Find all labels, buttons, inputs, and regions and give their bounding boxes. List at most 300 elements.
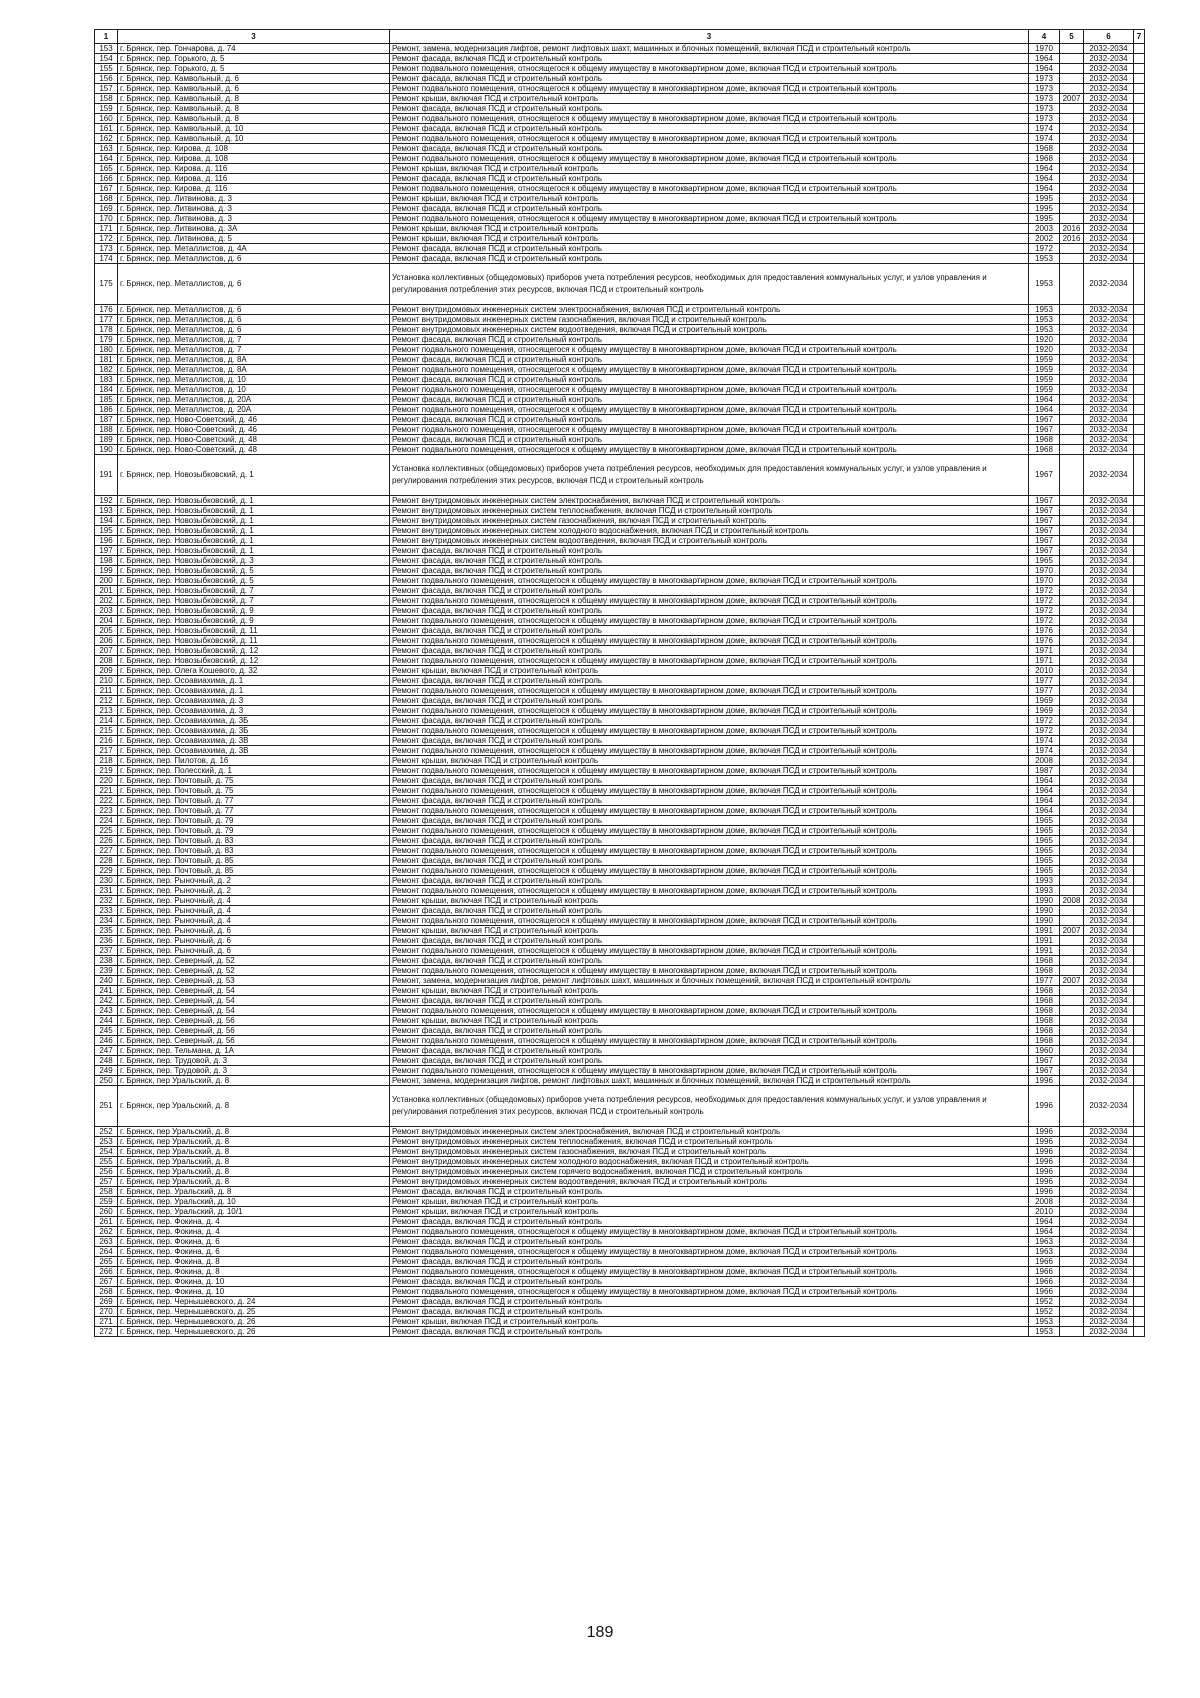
- row-number-cell: 203: [95, 606, 118, 616]
- col-7-cell: [1134, 996, 1145, 1006]
- address-cell: г. Брянск, пер. Осоавиахима, д. 3Б: [118, 716, 390, 726]
- planned-period-cell: 2032-2034: [1084, 345, 1134, 355]
- table-row: [95, 636, 1145, 646]
- work-description-cell: Ремонт подвального помещения, относящегося к общему имуществу в многоквартирном доме, включая ПСД и строительный контроль: [390, 616, 1029, 626]
- table-row: [95, 726, 1145, 736]
- work-description-cell: Ремонт фасада, включая ПСД и строительный контроль: [390, 144, 1029, 154]
- last-repair-year-cell: [1060, 1317, 1084, 1327]
- last-repair-year-cell: [1060, 616, 1084, 626]
- last-repair-year-cell: [1060, 44, 1084, 54]
- table-row: [95, 74, 1145, 84]
- table-row: [95, 64, 1145, 74]
- col-7-cell: [1134, 716, 1145, 726]
- table-row: [95, 375, 1145, 385]
- build-year-cell: 1960: [1029, 1046, 1060, 1056]
- col-7-cell: [1134, 886, 1145, 896]
- planned-period-cell: 2032-2034: [1084, 1006, 1134, 1016]
- col-7-cell: [1134, 826, 1145, 836]
- work-description-cell: Ремонт внутридомовых инженерных систем водоотведения, включая ПСД и строительный контроль: [390, 536, 1029, 546]
- planned-period-cell: 2032-2034: [1084, 506, 1134, 516]
- table-row: [95, 786, 1145, 796]
- work-description-cell: Ремонт фасада, включая ПСД и строительный контроль: [390, 716, 1029, 726]
- row-number-cell: 154: [95, 54, 118, 64]
- col-7-cell: [1134, 224, 1145, 234]
- build-year-cell: 1966: [1029, 1267, 1060, 1277]
- col-7-cell: [1134, 836, 1145, 846]
- planned-period-cell: 2032-2034: [1084, 1227, 1134, 1237]
- address-cell: г. Брянск, пер. Новозыбковский, д. 12: [118, 656, 390, 666]
- last-repair-year-cell: [1060, 636, 1084, 646]
- table-header: [95, 30, 1145, 44]
- table-row: [95, 1056, 1145, 1066]
- work-description-cell: Ремонт подвального помещения, относящегося к общему имуществу в многоквартирном доме, включая ПСД и строительный контроль: [390, 886, 1029, 896]
- header-col-7: 7: [1134, 30, 1145, 44]
- build-year-cell: 1977: [1029, 676, 1060, 686]
- table-row: [95, 676, 1145, 686]
- row-number-cell: 210: [95, 676, 118, 686]
- planned-period-cell: 2032-2034: [1084, 214, 1134, 224]
- planned-period-cell: 2032-2034: [1084, 746, 1134, 756]
- build-year-cell: 1970: [1029, 576, 1060, 586]
- planned-period-cell: 2032-2034: [1084, 886, 1134, 896]
- build-year-cell: 1953: [1029, 1317, 1060, 1327]
- build-year-cell: 1971: [1029, 646, 1060, 656]
- address-cell: г. Брянск, пер. Новозыбковский, д. 3: [118, 556, 390, 566]
- address-cell: г. Брянск, пер Уральский, д. 8: [118, 1177, 390, 1187]
- table-row: [95, 1167, 1145, 1177]
- last-repair-year-cell: [1060, 726, 1084, 736]
- build-year-cell: 1965: [1029, 866, 1060, 876]
- table-row: [95, 445, 1145, 455]
- row-number-cell: 169: [95, 204, 118, 214]
- last-repair-year-cell: [1060, 586, 1084, 596]
- work-description-cell: Ремонт фасада, включая ПСД и строительный контроль: [390, 254, 1029, 264]
- build-year-cell: 1996: [1029, 1167, 1060, 1177]
- row-number-cell: 175: [95, 264, 118, 305]
- row-number-cell: 259: [95, 1197, 118, 1207]
- row-number-cell: 205: [95, 626, 118, 636]
- col-7-cell: [1134, 866, 1145, 876]
- last-repair-year-cell: [1060, 1016, 1084, 1026]
- work-description-cell: Ремонт фасада, включая ПСД и строительный контроль: [390, 606, 1029, 616]
- work-description-cell: Установка коллективных (общедомовых) приборов учета потребления ресурсов, необходимых для предоставления коммунальных услуг, и узлов управления и регулирования потребления этих ресурсов, включая ПСД и строительный контроль: [390, 455, 1029, 496]
- work-description-cell: Ремонт подвального помещения, относящегося к общему имуществу в многоквартирном доме, включая ПСД и строительный контроль: [390, 385, 1029, 395]
- planned-period-cell: 2032-2034: [1084, 1127, 1134, 1137]
- planned-period-cell: 2032-2034: [1084, 355, 1134, 365]
- build-year-cell: 1959: [1029, 365, 1060, 375]
- build-year-cell: 1969: [1029, 696, 1060, 706]
- header-col-6: 6: [1084, 30, 1134, 44]
- address-cell: г. Брянск, пер. Камвольный, д. 8: [118, 104, 390, 114]
- build-year-cell: 1967: [1029, 425, 1060, 435]
- build-year-cell: 1953: [1029, 264, 1060, 305]
- row-number-cell: 218: [95, 756, 118, 766]
- build-year-cell: 1920: [1029, 345, 1060, 355]
- planned-period-cell: 2032-2034: [1084, 335, 1134, 345]
- col-7-cell: [1134, 966, 1145, 976]
- address-cell: г. Брянск, пер. Почтовый, д. 79: [118, 826, 390, 836]
- table-row: [95, 194, 1145, 204]
- planned-period-cell: 2032-2034: [1084, 405, 1134, 415]
- table-row: [95, 546, 1145, 556]
- address-cell: г. Брянск, пер. Чернышевского, д. 24: [118, 1297, 390, 1307]
- address-cell: г. Брянск, пер. Полесский, д. 1: [118, 766, 390, 776]
- last-repair-year-cell: [1060, 686, 1084, 696]
- build-year-cell: 1920: [1029, 335, 1060, 345]
- work-description-cell: Ремонт фасада, включая ПСД и строительный контроль: [390, 435, 1029, 445]
- last-repair-year-cell: [1060, 194, 1084, 204]
- build-year-cell: 1976: [1029, 626, 1060, 636]
- last-repair-year-cell: [1060, 666, 1084, 676]
- planned-period-cell: 2032-2034: [1084, 656, 1134, 666]
- work-description-cell: Ремонт фасада, включая ПСД и строительный контроль: [390, 335, 1029, 345]
- work-description-cell: Ремонт фасада, включая ПСД и строительный контроль: [390, 1217, 1029, 1227]
- row-number-cell: 266: [95, 1267, 118, 1277]
- row-number-cell: 261: [95, 1217, 118, 1227]
- col-7-cell: [1134, 776, 1145, 786]
- address-cell: г. Брянск, пер. Северный, д. 54: [118, 1006, 390, 1016]
- planned-period-cell: 2032-2034: [1084, 636, 1134, 646]
- address-cell: г. Брянск, пер. Металлистов, д. 20А: [118, 405, 390, 415]
- planned-period-cell: 2032-2034: [1084, 786, 1134, 796]
- address-cell: г. Брянск, пер. Металлистов, д. 6: [118, 254, 390, 264]
- last-repair-year-cell: [1060, 1197, 1084, 1207]
- build-year-cell: 1964: [1029, 395, 1060, 405]
- build-year-cell: 1993: [1029, 886, 1060, 896]
- address-cell: г. Брянск, пер. Камвольный, д. 8: [118, 94, 390, 104]
- col-7-cell: [1134, 1267, 1145, 1277]
- work-description-cell: Ремонт подвального помещения, относящегося к общему имуществу в многоквартирном доме, включая ПСД и строительный контроль: [390, 1227, 1029, 1237]
- build-year-cell: 1973: [1029, 104, 1060, 114]
- table-row: [95, 1187, 1145, 1197]
- address-cell: г. Брянск, пер. Металлистов, д. 8А: [118, 365, 390, 375]
- col-7-cell: [1134, 636, 1145, 646]
- repair-schedule-sheet: [94, 29, 1142, 1337]
- last-repair-year-cell: [1060, 556, 1084, 566]
- last-repair-year-cell: [1060, 1217, 1084, 1227]
- row-number-cell: 264: [95, 1247, 118, 1257]
- build-year-cell: 1964: [1029, 64, 1060, 74]
- address-cell: г. Брянск, пер. Новозыбковский, д. 1: [118, 536, 390, 546]
- row-number-cell: 191: [95, 455, 118, 496]
- work-description-cell: Ремонт внутридомовых инженерных систем холодного водоснабжения, включая ПСД и строительный контроль: [390, 526, 1029, 536]
- last-repair-year-cell: [1060, 756, 1084, 766]
- planned-period-cell: 2032-2034: [1084, 1207, 1134, 1217]
- address-cell: г. Брянск, пер. Северный, д. 52: [118, 966, 390, 976]
- work-description-cell: Ремонт подвального помещения, относящегося к общему имуществу в многоквартирном доме, включая ПСД и строительный контроль: [390, 966, 1029, 976]
- address-cell: г. Брянск, пер. Новозыбковский, д. 7: [118, 586, 390, 596]
- last-repair-year-cell: [1060, 766, 1084, 776]
- planned-period-cell: 2032-2034: [1084, 996, 1134, 1006]
- address-cell: г. Брянск, пер. Чернышевского, д. 26: [118, 1327, 390, 1337]
- last-repair-year-cell: [1060, 114, 1084, 124]
- last-repair-year-cell: [1060, 365, 1084, 375]
- col-7-cell: [1134, 435, 1145, 445]
- address-cell: г. Брянск, пер. Рыночный, д. 4: [118, 906, 390, 916]
- header-col-5: 5: [1060, 30, 1084, 44]
- table-row: [95, 1307, 1145, 1317]
- planned-period-cell: 2032-2034: [1084, 706, 1134, 716]
- planned-period-cell: 2032-2034: [1084, 836, 1134, 846]
- build-year-cell: 1972: [1029, 586, 1060, 596]
- last-repair-year-cell: [1060, 214, 1084, 224]
- last-repair-year-cell: [1060, 254, 1084, 264]
- row-number-cell: 181: [95, 355, 118, 365]
- table-row: [95, 776, 1145, 786]
- col-7-cell: [1134, 526, 1145, 536]
- row-number-cell: 245: [95, 1026, 118, 1036]
- row-number-cell: 243: [95, 1006, 118, 1016]
- planned-period-cell: 2032-2034: [1084, 556, 1134, 566]
- address-cell: г. Брянск, пер. Новозыбковский, д. 1: [118, 506, 390, 516]
- address-cell: г. Брянск, пер. Литвинова, д. 3: [118, 214, 390, 224]
- table-row: [95, 606, 1145, 616]
- col-7-cell: [1134, 94, 1145, 104]
- row-number-cell: 162: [95, 134, 118, 144]
- work-description-cell: Ремонт крыши, включая ПСД и строительный контроль: [390, 94, 1029, 104]
- address-cell: г. Брянск, пер. Металлистов, д. 8А: [118, 355, 390, 365]
- address-cell: г. Брянск, пер. Камвольный, д. 6: [118, 84, 390, 94]
- build-year-cell: 1967: [1029, 506, 1060, 516]
- work-description-cell: Ремонт внутридомовых инженерных систем холодного водоснабжения, включая ПСД и строительный контроль: [390, 1157, 1029, 1167]
- address-cell: г. Брянск, пер. Ново-Советский, д. 46: [118, 425, 390, 435]
- work-description-cell: Ремонт фасада, включая ПСД и строительный контроль: [390, 836, 1029, 846]
- build-year-cell: 1968: [1029, 956, 1060, 966]
- table-row: [95, 124, 1145, 134]
- table-row: [95, 1257, 1145, 1267]
- work-description-cell: Ремонт фасада, включая ПСД и строительный контроль: [390, 856, 1029, 866]
- work-description-cell: Ремонт внутридомовых инженерных систем теплоснабжения, включая ПСД и строительный контроль: [390, 1137, 1029, 1147]
- table-row: [95, 756, 1145, 766]
- last-repair-year-cell: [1060, 1187, 1084, 1197]
- row-number-cell: 256: [95, 1167, 118, 1177]
- col-7-cell: [1134, 846, 1145, 856]
- address-cell: г. Брянск, пер. Новозыбковский, д. 1: [118, 546, 390, 556]
- planned-period-cell: 2032-2034: [1084, 54, 1134, 64]
- address-cell: г. Брянск, пер. Северный, д. 52: [118, 956, 390, 966]
- work-description-cell: Ремонт фасада, включая ПСД и строительный контроль: [390, 1277, 1029, 1287]
- last-repair-year-cell: [1060, 1267, 1084, 1277]
- col-7-cell: [1134, 556, 1145, 566]
- address-cell: г. Брянск, пер. Осоавиахима, д. 3: [118, 706, 390, 716]
- build-year-cell: 1966: [1029, 1277, 1060, 1287]
- build-year-cell: 1972: [1029, 596, 1060, 606]
- work-description-cell: Ремонт внутридомовых инженерных систем газоснабжения, включая ПСД и строительный контроль: [390, 1147, 1029, 1157]
- row-number-cell: 255: [95, 1157, 118, 1167]
- table-row: [95, 154, 1145, 164]
- planned-period-cell: 2032-2034: [1084, 766, 1134, 776]
- address-cell: г. Брянск, пер Уральский, д. 8: [118, 1086, 390, 1127]
- planned-period-cell: 2032-2034: [1084, 1267, 1134, 1277]
- build-year-cell: 2008: [1029, 1197, 1060, 1207]
- address-cell: г. Брянск, пер. Литвинова, д. 3: [118, 194, 390, 204]
- address-cell: г. Брянск, пер. Почтовый, д. 77: [118, 806, 390, 816]
- last-repair-year-cell: [1060, 355, 1084, 365]
- build-year-cell: 1972: [1029, 716, 1060, 726]
- row-number-cell: 177: [95, 315, 118, 325]
- col-7-cell: [1134, 1247, 1145, 1257]
- build-year-cell: 1976: [1029, 636, 1060, 646]
- planned-period-cell: 2032-2034: [1084, 1247, 1134, 1257]
- last-repair-year-cell: [1060, 866, 1084, 876]
- col-7-cell: [1134, 1137, 1145, 1147]
- planned-period-cell: 2032-2034: [1084, 1016, 1134, 1026]
- address-cell: г. Брянск, пер. Новозыбковский, д. 9: [118, 616, 390, 626]
- build-year-cell: 1964: [1029, 405, 1060, 415]
- planned-period-cell: 2032-2034: [1084, 1036, 1134, 1046]
- work-description-cell: Ремонт фасада, включая ПСД и строительный контроль: [390, 566, 1029, 576]
- planned-period-cell: 2032-2034: [1084, 74, 1134, 84]
- work-description-cell: Ремонт подвального помещения, относящегося к общему имуществу в многоквартирном доме, включая ПСД и строительный контроль: [390, 1006, 1029, 1016]
- col-7-cell: [1134, 1006, 1145, 1016]
- build-year-cell: 1968: [1029, 144, 1060, 154]
- address-cell: г. Брянск, пер. Ново-Советский, д. 46: [118, 415, 390, 425]
- table-row: [95, 1016, 1145, 1026]
- build-year-cell: 1964: [1029, 1217, 1060, 1227]
- work-description-cell: Ремонт подвального помещения, относящегося к общему имуществу в многоквартирном доме, включая ПСД и строительный контроль: [390, 134, 1029, 144]
- address-cell: г. Брянск, пер. Металлистов, д. 10: [118, 375, 390, 385]
- planned-period-cell: 2032-2034: [1084, 586, 1134, 596]
- col-7-cell: [1134, 395, 1145, 405]
- planned-period-cell: 2032-2034: [1084, 445, 1134, 455]
- build-year-cell: 1964: [1029, 164, 1060, 174]
- row-number-cell: 226: [95, 836, 118, 846]
- last-repair-year-cell: [1060, 1237, 1084, 1247]
- planned-period-cell: 2032-2034: [1084, 455, 1134, 496]
- row-number-cell: 236: [95, 936, 118, 946]
- col-7-cell: [1134, 876, 1145, 886]
- address-cell: г. Брянск, пер. Новозыбковский, д. 5: [118, 566, 390, 576]
- build-year-cell: 1996: [1029, 1137, 1060, 1147]
- col-7-cell: [1134, 806, 1145, 816]
- work-description-cell: Ремонт, замена, модернизация лифтов, ремонт лифтовых шахт, машинных и блочных помещений, включая ПСД и строительный контроль: [390, 1076, 1029, 1086]
- table-row: [95, 84, 1145, 94]
- work-description-cell: Ремонт подвального помещения, относящегося к общему имуществу в многоквартирном доме, включая ПСД и строительный контроль: [390, 946, 1029, 956]
- header-col-4: 4: [1029, 30, 1060, 44]
- build-year-cell: 1959: [1029, 385, 1060, 395]
- col-7-cell: [1134, 415, 1145, 425]
- work-description-cell: Ремонт подвального помещения, относящегося к общему имуществу в многоквартирном доме, включая ПСД и строительный контроль: [390, 405, 1029, 415]
- address-cell: г. Брянск, пер Уральский, д. 8: [118, 1137, 390, 1147]
- address-cell: г. Брянск, пер. Рыночный, д. 6: [118, 946, 390, 956]
- row-number-cell: 232: [95, 896, 118, 906]
- row-number-cell: 163: [95, 144, 118, 154]
- address-cell: г. Брянск, пер. Кирова, д. 116: [118, 164, 390, 174]
- last-repair-year-cell: [1060, 325, 1084, 335]
- table-row: [95, 254, 1145, 264]
- table-row: [95, 966, 1145, 976]
- table-row: [95, 846, 1145, 856]
- work-description-cell: Ремонт подвального помещения, относящегося к общему имуществу в многоквартирном доме, включая ПСД и строительный контроль: [390, 214, 1029, 224]
- planned-period-cell: 2032-2034: [1084, 325, 1134, 335]
- row-number-cell: 262: [95, 1227, 118, 1237]
- col-7-cell: [1134, 315, 1145, 325]
- col-7-cell: [1134, 264, 1145, 305]
- address-cell: г. Брянск, пер Уральский, д. 8: [118, 1147, 390, 1157]
- planned-period-cell: 2032-2034: [1084, 626, 1134, 636]
- row-number-cell: 214: [95, 716, 118, 726]
- work-description-cell: Ремонт крыши, включая ПСД и строительный контроль: [390, 666, 1029, 676]
- build-year-cell: 1995: [1029, 204, 1060, 214]
- work-description-cell: Ремонт фасада, включая ПСД и строительный контроль: [390, 816, 1029, 826]
- address-cell: г. Брянск, пер. Фокина, д. 6: [118, 1247, 390, 1257]
- work-description-cell: Ремонт фасада, включая ПСД и строительный контроль: [390, 1046, 1029, 1056]
- col-7-cell: [1134, 696, 1145, 706]
- address-cell: г. Брянск, пер. Металлистов, д. 6: [118, 264, 390, 305]
- last-repair-year-cell: [1060, 345, 1084, 355]
- row-number-cell: 244: [95, 1016, 118, 1026]
- address-cell: г. Брянск, пер. Кирова, д. 116: [118, 174, 390, 184]
- last-repair-year-cell: [1060, 335, 1084, 345]
- col-7-cell: [1134, 194, 1145, 204]
- table-row: [95, 946, 1145, 956]
- build-year-cell: 1972: [1029, 606, 1060, 616]
- work-description-cell: Ремонт подвального помещения, относящегося к общему имуществу в многоквартирном доме, включая ПСД и строительный контроль: [390, 596, 1029, 606]
- row-number-cell: 168: [95, 194, 118, 204]
- address-cell: г. Брянск, пер. Гончарова, д. 74: [118, 44, 390, 54]
- col-7-cell: [1134, 44, 1145, 54]
- row-number-cell: 180: [95, 345, 118, 355]
- build-year-cell: 1968: [1029, 1006, 1060, 1016]
- table-row: [95, 1177, 1145, 1187]
- work-description-cell: Ремонт подвального помещения, относящегося к общему имуществу в многоквартирном доме, включая ПСД и строительный контроль: [390, 64, 1029, 74]
- col-7-cell: [1134, 606, 1145, 616]
- address-cell: г. Брянск, пер. Камвольный, д. 10: [118, 134, 390, 144]
- build-year-cell: 1996: [1029, 1086, 1060, 1127]
- work-description-cell: Ремонт фасада, включая ПСД и строительный контроль: [390, 1327, 1029, 1337]
- address-cell: г. Брянск, пер. Металлистов, д. 6: [118, 315, 390, 325]
- planned-period-cell: 2032-2034: [1084, 726, 1134, 736]
- table-row: [95, 746, 1145, 756]
- col-7-cell: [1134, 576, 1145, 586]
- table-row: [95, 1147, 1145, 1157]
- work-description-cell: Ремонт фасада, включая ПСД и строительный контроль: [390, 546, 1029, 556]
- page-number: 189: [586, 1624, 614, 1641]
- address-cell: г. Брянск, пер. Литвинова, д. 5: [118, 234, 390, 244]
- row-number-cell: 263: [95, 1237, 118, 1247]
- row-number-cell: 172: [95, 234, 118, 244]
- last-repair-year-cell: [1060, 546, 1084, 556]
- col-7-cell: [1134, 1257, 1145, 1267]
- planned-period-cell: 2032-2034: [1084, 385, 1134, 395]
- work-description-cell: Ремонт крыши, включая ПСД и строительный контроль: [390, 194, 1029, 204]
- table-row: [95, 956, 1145, 966]
- planned-period-cell: 2032-2034: [1084, 736, 1134, 746]
- address-cell: г. Брянск, пер. Камвольный, д. 6: [118, 74, 390, 84]
- planned-period-cell: 2032-2034: [1084, 1137, 1134, 1147]
- table-row: [95, 1046, 1145, 1056]
- build-year-cell: 1967: [1029, 536, 1060, 546]
- planned-period-cell: 2032-2034: [1084, 916, 1134, 926]
- planned-period-cell: 2032-2034: [1084, 876, 1134, 886]
- col-7-cell: [1134, 455, 1145, 496]
- table-row: [95, 876, 1145, 886]
- work-description-cell: Ремонт фасада, включая ПСД и строительный контроль: [390, 646, 1029, 656]
- work-description-cell: Ремонт фасада, включая ПСД и строительный контроль: [390, 936, 1029, 946]
- row-number-cell: 166: [95, 174, 118, 184]
- col-7-cell: [1134, 335, 1145, 345]
- work-description-cell: Ремонт крыши, включая ПСД и строительный контроль: [390, 224, 1029, 234]
- work-description-cell: Ремонт подвального помещения, относящегося к общему имуществу в многоквартирном доме, включая ПСД и строительный контроль: [390, 786, 1029, 796]
- row-number-cell: 195: [95, 526, 118, 536]
- address-cell: г. Брянск, пер. Осоавиахима, д. 3: [118, 696, 390, 706]
- row-number-cell: 242: [95, 996, 118, 1006]
- table-body: [95, 44, 1145, 1337]
- row-number-cell: 215: [95, 726, 118, 736]
- row-number-cell: 250: [95, 1076, 118, 1086]
- planned-period-cell: 2032-2034: [1084, 646, 1134, 656]
- table-row: [95, 516, 1145, 526]
